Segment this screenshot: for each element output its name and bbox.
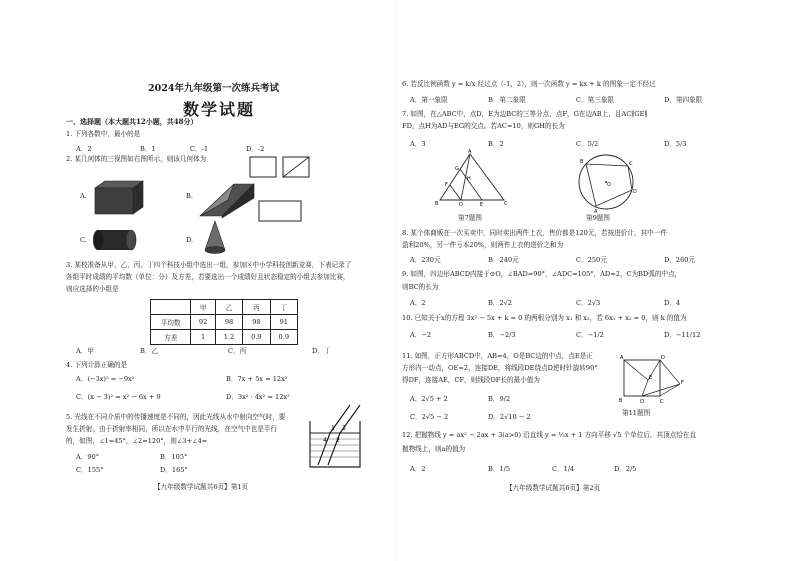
q10-option-d: D．−11/12 bbox=[664, 331, 701, 339]
q7-label-b: B bbox=[435, 201, 439, 207]
q2-cylinder-figure bbox=[93, 227, 139, 253]
q7-label-f: F bbox=[445, 182, 448, 188]
q3-table-cell: 98 bbox=[243, 315, 270, 330]
q6-stem: 6. 若反比例函数 y = k/x 经过点（-1，2），则一次函数 y = kx + k 的图象一定不经过 bbox=[402, 80, 656, 88]
footer-page-1: 【九年级数学试题共6页】第1页 bbox=[154, 483, 249, 491]
page-2 bbox=[396, 0, 794, 561]
q1-stem: 1. 下列各数中，最小的是 bbox=[66, 130, 141, 138]
q9-label-d: D bbox=[633, 189, 637, 195]
q11-figure-caption: 第11题图 bbox=[622, 409, 651, 417]
q2-prism-figure bbox=[198, 180, 256, 220]
q3-table-cell: 方差 bbox=[151, 330, 191, 345]
q7-stem-line2: FD，点H为AD与EG的交点。若AC=10，则GH的长为 bbox=[402, 122, 565, 130]
q3-table-cell: 92 bbox=[191, 315, 215, 330]
q4-option-d: D．3x² · 4x² = 12x² bbox=[226, 393, 290, 401]
q9-circle-figure bbox=[572, 148, 642, 214]
q2-label-d: D. bbox=[186, 236, 194, 244]
q8-stem-line1: 8. 某个体商贩在一次买卖中，同时卖出两件上衣，售价都是120元，若按进价计，其中一件 bbox=[402, 229, 667, 237]
q3-option-b: B．乙 bbox=[140, 347, 159, 355]
q11-stem-line3: 得DF，连接AE，CF，则线段OF长的最小值为 bbox=[402, 376, 540, 384]
q1-option-b: B．1 bbox=[140, 145, 156, 153]
q11-label-d: D bbox=[661, 355, 665, 361]
q8-option-a: A．230元 bbox=[410, 256, 441, 264]
q5-option-d: D．165° bbox=[160, 466, 188, 474]
q8-option-c: C．250元 bbox=[576, 256, 607, 264]
q2-label-b: B. bbox=[186, 192, 193, 200]
q12-stem-line1: 12. 把抛物线 y = ax² − 2ax + 3(a>0) 沿直线 y = ½x + 1 方向平移 √5 个单位后，其顶点恰在直 bbox=[402, 431, 697, 439]
q9-label-a: A bbox=[594, 209, 598, 215]
q7-triangle-figure bbox=[432, 150, 512, 210]
q12-option-c: C．1/4 bbox=[552, 465, 575, 473]
q11-label-f: F bbox=[681, 380, 684, 386]
q3-table-row-mean bbox=[151, 315, 298, 330]
q10-option-a: A．−2 bbox=[410, 331, 432, 339]
q7-label-d: D bbox=[459, 202, 463, 208]
q10-option-b: B．−2/3 bbox=[488, 331, 516, 339]
q2-stem: 2. 某几何体的三视图如右图所示，则该几何体为 bbox=[66, 155, 207, 163]
q2-cone-figure bbox=[203, 220, 227, 256]
q5-option-b: B．105° bbox=[160, 453, 188, 461]
q8-option-d: D．260元 bbox=[664, 256, 696, 264]
q9-stem-line2: 则BC的长为 bbox=[402, 283, 439, 291]
q3-table-header-cell: 乙 bbox=[215, 300, 242, 315]
q7-label-c: C bbox=[504, 201, 508, 207]
q7-figure-caption: 第7题图 bbox=[458, 214, 482, 222]
q4-stem: 4. 下列计算正确的是 bbox=[66, 361, 128, 369]
q2-three-views-figure bbox=[245, 153, 325, 233]
q8-stem-line2: 盈利20%，另一件亏本20%，则两件上衣的进价之和为 bbox=[402, 241, 564, 249]
q9-label-c: C bbox=[629, 161, 633, 167]
q3-table-cell: 平均数 bbox=[151, 315, 191, 330]
q3-table-header-cell bbox=[151, 300, 191, 315]
q11-label-a: A bbox=[620, 355, 624, 361]
exam-title: 2024年九年级第一次练兵考试 bbox=[148, 83, 279, 94]
q3-option-d: D．丁 bbox=[312, 347, 331, 355]
q12-option-b: B．1/5 bbox=[488, 465, 511, 473]
q11-stem-line1: 11. 如图，正方形ABCD中，AB=4，O是BC边的中点，点E是正 bbox=[402, 352, 593, 360]
q3-table-header-cell: 丁 bbox=[270, 300, 297, 315]
q11-option-a: A．2√5 + 2 bbox=[410, 395, 448, 403]
q3-table-cell: 0.9 bbox=[270, 330, 297, 345]
q12-option-a: A．2 bbox=[410, 465, 426, 473]
q10-option-c: C．−1/2 bbox=[576, 331, 604, 339]
q11-label-o: O bbox=[640, 399, 644, 405]
q9-option-d: D．4 bbox=[664, 299, 681, 307]
q3-stem-line1: 3. 某校准备从甲、乙、丙、丁四个科技小组中选出一组，参加区中小学科技创新竞赛，下表记录了 bbox=[66, 261, 352, 269]
q7-option-d: D．5/3 bbox=[664, 140, 687, 148]
q11-option-b: B．9/2 bbox=[488, 395, 511, 403]
q3-option-c: C．丙 bbox=[228, 347, 247, 355]
q7-option-a: A．3 bbox=[410, 140, 426, 148]
q9-label-o: O bbox=[607, 182, 611, 188]
q1-option-c: C．-1 bbox=[190, 145, 209, 153]
q11-stem-line2: 方形内一动点，OE=2，连接DE，将线段DE绕点D逆时针旋转90° bbox=[402, 364, 598, 372]
q4-option-a: A．(−3x)² = −9x² bbox=[76, 375, 135, 383]
q12-option-d: D．2/5 bbox=[614, 465, 637, 473]
q3-table-cell: 0.9 bbox=[243, 330, 270, 345]
q3-table-cell: 91 bbox=[270, 315, 297, 330]
q3-stem-line2: 各组平时成绩的平均数（单位：分）及方差，若要选出一个成绩好且状态稳定的小组去参加比赛， bbox=[66, 273, 350, 281]
q9-option-b: B．2√2 bbox=[488, 299, 513, 307]
q9-figure-caption: 第9题图 bbox=[586, 214, 610, 222]
q9-option-a: A．2 bbox=[410, 299, 426, 307]
q3-table-cell: 1.2 bbox=[215, 330, 242, 345]
q5-angle-label-4: 4 bbox=[323, 437, 327, 444]
q6-option-a: A．第一象限 bbox=[410, 96, 448, 104]
q7-option-c: C．5/2 bbox=[576, 140, 599, 148]
q3-option-a: A．甲 bbox=[76, 347, 94, 355]
q4-option-b: B．7x + 5x = 12x² bbox=[226, 375, 288, 383]
q11-label-c: C bbox=[660, 399, 664, 405]
q7-stem-line1: 7. 如图，在△ABC中，点D，E为边BC的三等分点，点F，G在边AB上，且AC∥GE∥ bbox=[402, 110, 648, 118]
q5-refraction-figure bbox=[306, 403, 366, 473]
q2-front-view bbox=[250, 157, 276, 177]
q3-table-row-variance bbox=[151, 330, 298, 345]
q9-option-c: C．2√3 bbox=[576, 299, 601, 307]
q5-angle-label-2: 2 bbox=[336, 437, 340, 444]
q11-label-b: B bbox=[619, 398, 623, 404]
q7-label-a: A bbox=[468, 149, 472, 155]
q2-label-a: A. bbox=[80, 192, 87, 200]
footer-page-2: 【九年级数学试题共6页】第2页 bbox=[506, 484, 601, 492]
q5-angle-label-3: 3 bbox=[342, 425, 346, 432]
q7-label-e: E bbox=[480, 202, 484, 208]
page-1 bbox=[0, 0, 392, 561]
q11-option-d: D．2√10 − 2 bbox=[488, 413, 531, 421]
q5-angle-label-1: 1 bbox=[331, 425, 335, 432]
q5-stem-line3: 的，如图，∠1=45°，∠2=120°，则∠3+∠4= bbox=[66, 437, 208, 445]
q6-option-c: C．第三象限 bbox=[576, 96, 615, 104]
q11-option-c: C．2√5 − 2 bbox=[410, 413, 449, 421]
q6-option-b: B．第二象限 bbox=[488, 96, 526, 104]
q1-option-d: D．-2 bbox=[246, 145, 265, 153]
q6-option-d: D．第四象限 bbox=[664, 96, 703, 104]
q1-option-a: A．2 bbox=[76, 145, 92, 153]
section-title: 一、选择题（本大题共12小题，共48分） bbox=[66, 117, 198, 126]
q5-option-c: C．155° bbox=[76, 466, 104, 474]
q7-label-h: H bbox=[467, 176, 471, 182]
q7-label-g: G bbox=[455, 166, 459, 172]
q3-table-header-row bbox=[151, 300, 298, 315]
q8-option-b: B．240元 bbox=[488, 256, 519, 264]
q9-label-b: B bbox=[580, 159, 584, 165]
q2-label-c: C. bbox=[80, 236, 87, 244]
q5-option-a: A．90° bbox=[76, 453, 100, 461]
q11-square-figure bbox=[618, 352, 690, 408]
q3-table-cell: 98 bbox=[215, 315, 242, 330]
q3-table-cell: 1 bbox=[191, 330, 215, 345]
q4-option-c: C．(x − 3)² = x² − 6x + 9 bbox=[76, 393, 161, 401]
q2-top-view bbox=[259, 201, 301, 221]
q2-cuboid-figure bbox=[93, 180, 145, 216]
q3-stem-line3: 则应选择的小组是 bbox=[66, 285, 119, 293]
subject-title: 数学试题 bbox=[183, 100, 256, 119]
q7-option-b: B．2 bbox=[488, 140, 504, 148]
q5-stem-line2: 发生折射。由于折射率相同，所以在水中平行的光线，在空气中也是平行 bbox=[66, 425, 277, 433]
q11-label-e: E bbox=[649, 375, 653, 381]
q9-stem-line1: 9. 如图，四边形ABCD内接于⊙O，∠BAD=90°，∠ADC=105°，AD=2，C为BD弧的中点， bbox=[402, 270, 682, 278]
q3-table-header-cell: 甲 bbox=[191, 300, 215, 315]
q3-stats-table bbox=[150, 299, 298, 345]
q12-stem-line2: 抛物线上，则a的值为 bbox=[402, 445, 466, 453]
q3-table-header-cell: 丙 bbox=[243, 300, 270, 315]
q10-stem: 10. 已知关于x的方程 3x² − 5x + k = 0 的两根分别为 x₁ 和 x₂，若 6x₁ + x₂ = 0，则 k 的值为 bbox=[402, 314, 687, 322]
q5-stem-line1: 5. 光线在不同介质中的传播速度是不同的，因此光线从水中射向空气时，要 bbox=[66, 413, 286, 421]
